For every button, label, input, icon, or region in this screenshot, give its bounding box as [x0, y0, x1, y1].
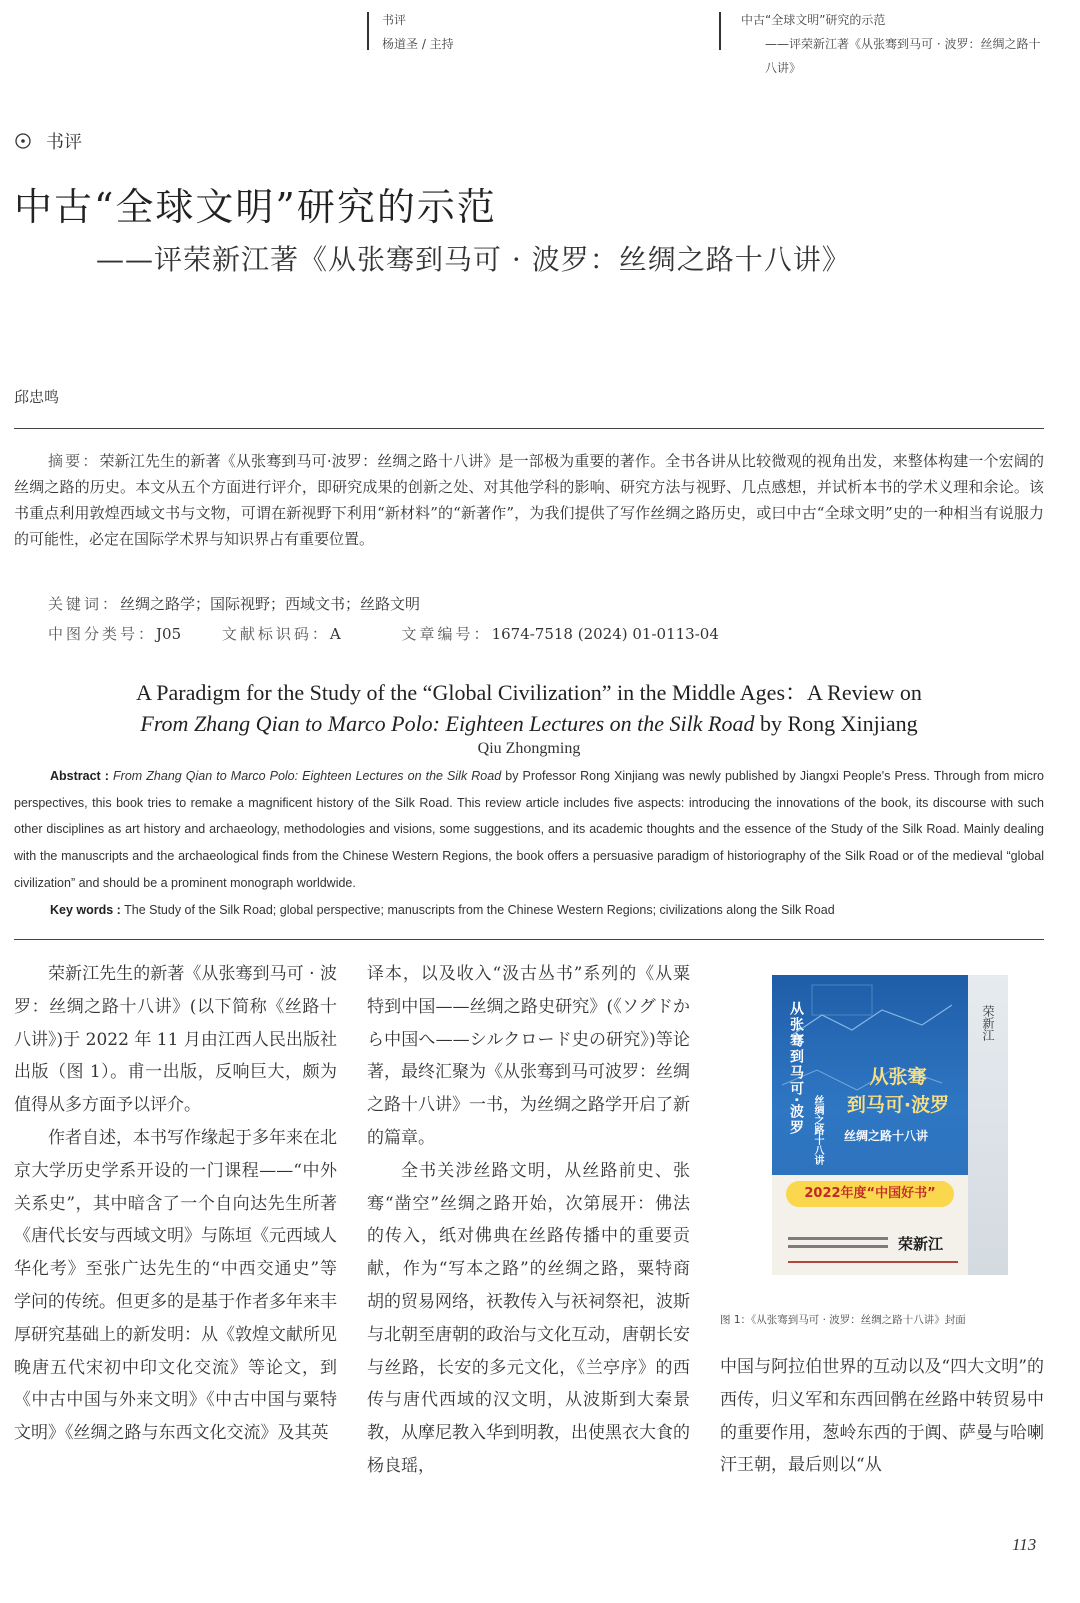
- section-label: 书评: [46, 132, 82, 153]
- header-right: [741, 8, 1051, 80]
- english-abstract-book: From Zhang Qian to Marco Polo: Eighteen Lectures on the Silk Road: [113, 769, 502, 783]
- clc-value: J05: [156, 625, 182, 643]
- header-article-title: 中古“全球文明”研究的示范: [741, 13, 886, 27]
- book-cover-front: [772, 975, 968, 1275]
- english-title-line1: A Paradigm for the Study of the “Global Civilization” in the Middle Ages：A Review on: [136, 680, 922, 705]
- english-title: [14, 677, 1044, 739]
- divider-top: [14, 428, 1044, 429]
- cover-text-line: [788, 1245, 888, 1248]
- body-column-1: [14, 958, 337, 1450]
- english-keywords-label: Key words :: [50, 903, 121, 917]
- cover-author: 荣新江: [898, 1235, 944, 1253]
- header-divider-right: [719, 12, 721, 50]
- article-number-value: 1674-7518 (2024) 01-0113-04: [491, 625, 719, 643]
- keywords-cn-text: 丝绸之路学；国际视野；西域文书；丝路文明: [120, 595, 421, 613]
- english-abstract-label: Abstract :: [50, 769, 109, 783]
- section-marker: [14, 128, 82, 154]
- classification-line: [48, 620, 1028, 648]
- cover-text-line: [788, 1237, 888, 1240]
- paragraph: 中国与阿拉伯世界的互动以及“四大文明”的西传，归义军和东西回鹘在丝路中转贸易中的重要作用，葱岭东西的于阗、萨曼与哈喇汗王朝，最后则以“从: [720, 1357, 1044, 1476]
- english-title-by: by Rong Xinjiang: [754, 711, 918, 736]
- english-keywords-text: The Study of the Silk Road; global perspective; manuscripts from the Chinese Western Regions; civilizations along the Silk Road: [124, 903, 835, 917]
- abstract-cn: [14, 448, 1044, 552]
- book-spine: [968, 975, 1008, 1275]
- doc-code-label: 文献标识码：: [221, 625, 330, 643]
- cover-subtitle: 丝绸之路十八讲: [844, 1129, 929, 1143]
- article-number-label: 文章编号：: [401, 625, 492, 643]
- cover-text-line: [788, 1261, 958, 1263]
- target-icon: [14, 132, 32, 150]
- figure-caption: 图 1：《从张骞到马可 · 波罗：丝绸之路十八讲》封面: [720, 1314, 966, 1326]
- header-column-name: 书评: [382, 13, 407, 27]
- doc-code-value: A: [329, 625, 341, 643]
- cover-vertical-title: 从张骞到马可·波罗: [788, 1001, 804, 1137]
- cover-title-line2: 到马可·波罗: [846, 1094, 950, 1116]
- header-divider-left: [367, 12, 369, 50]
- english-title-book: From Zhang Qian to Marco Polo: Eighteen Lectures on the Silk Road: [140, 711, 755, 736]
- article-subtitle: ——评荣新江著《从张骞到马可 · 波罗：丝绸之路十八讲》: [96, 243, 851, 276]
- page-number: 113: [1012, 1535, 1037, 1554]
- body-column-2: [367, 958, 690, 1483]
- divider-body: [14, 939, 1044, 940]
- body-column-3: [720, 1351, 1044, 1482]
- cover-title-line1: 从张骞: [869, 1066, 927, 1088]
- keywords-cn: [48, 590, 420, 618]
- header-left: [382, 8, 454, 56]
- english-author: Qiu Zhongming: [477, 740, 581, 757]
- article-title: 中古“全球文明”研究的示范: [14, 185, 497, 229]
- paragraph: 荣新江先生的新著《从张骞到马可 · 波罗：丝绸之路十八讲》(以下简称《丝路十八讲》)于 2022 年 11 月由江西人民出版社出版（图 1）。甫一出版，反响巨大，颇为值得从多方面予以评介。: [14, 964, 337, 1116]
- spine-author: 荣新江: [981, 1005, 995, 1041]
- cover-vertical-subtitle: 丝绸之路十八讲: [812, 1095, 823, 1165]
- clc-label: 中图分类号：: [48, 625, 157, 643]
- cover-title: [828, 1063, 968, 1119]
- paragraph: 全书关涉丝路文明，从丝路前史、张骞“凿空”丝绸之路开始，次第展开：佛法的传入，纸对佛典在丝路传播中的重要贡献，作为“写本之路”的丝绸之路，粟特商胡的贸易网络，祆教传入与祆祠祭祀，波斯与北朝至唐朝的政治与文化互动，唐朝长安与丝路，长安的多元文化，《兰亭序》的西传与唐代西域的汉文明，从波斯到大秦景教，从摩尼教入华到明教，出使黑衣大食的杨良瑶，: [367, 1160, 690, 1476]
- english-keywords: [14, 897, 1044, 924]
- abstract-cn-label: 摘要：: [48, 452, 100, 470]
- keywords-cn-label: 关键词：: [48, 595, 121, 613]
- header-article-subtitle: ——评荣新江著《从张骞到马可 · 波罗：丝绸之路十八讲》: [765, 37, 1041, 75]
- english-abstract-text: by Professor Rong Xinjiang was newly published by Jiangxi People's Press. Through from micro perspectives, this book tries to remake a magnificent history of the Silk Road. This review article includes five aspects: introducing the innovations of the book, its discourse with such other disciplines as art history and archaeology, methodologies and visions, some suggestions, and its academic thoughts and the essence of the Study of the Silk Road. Mainly dealing with the manuscripts and the archaeological finds from the Chinese Western Regions, the book offers a persuasive paradigm of historiography of the Silk Road or of the medieval “global civilization” and should be a prominent monograph worldwide.: [14, 769, 1045, 890]
- paragraph: 作者自述，本书写作缘起于多年来在北京大学历史学系开设的一门课程——“中外关系史”，其中暗含了一个自向达先生所著《唐代长安与西域文明》与陈垣《元西域人华化考》至张广达先生的“中西交通史”等学问的传统。但更多的是基于作者多年来丰厚研究基础上的新发明：从《敦煌文献所见晚唐五代宋初中印文化交流》等论文，到《中古中国与外来文明》《中古中国与粟特文明》《丝绸之路与东西文化交流》及其英: [14, 1127, 337, 1444]
- author-name: 邱忠鸣: [14, 388, 60, 406]
- header-editor: 杨道圣 / 主持: [382, 37, 454, 51]
- paragraph: 译本，以及收入“汲古丛书”系列的《从粟特到中国——丝绸之路史研究》(《ソグドから中国へ——シルクロード史の研究》)等论著，最终汇聚为《从张骞到马可波罗：丝绸之路十八讲》一书，为丝绸之路学开启了新的篇章。: [367, 964, 690, 1148]
- abstract-cn-text: 荣新江先生的新著《从张骞到马可·波罗：丝绸之路十八讲》是一部极为重要的著作。全书各讲从比较微观的视角出发，来整体构建一个宏阔的丝绸之路的历史。本文从五个方面进行评介，即研究成果的创新之处、对其他学科的影响、研究方法与视野、几点感想，并试析本书的学术义理和余论。该书重点利用敦煌西域文书与文物，可谓在新视野下利用“新材料”的“新著作”，为我们提供了写作丝绸之路历史，或曰中古“全球文明”史的一种相当有说服力的可能性，必定在国际学术界与知识界占有重要位置。: [14, 452, 1044, 548]
- book-cover-image: [772, 975, 1008, 1275]
- cover-award-badge: 2022年度“中国好书”: [786, 1181, 954, 1207]
- english-abstract: [14, 763, 1044, 897]
